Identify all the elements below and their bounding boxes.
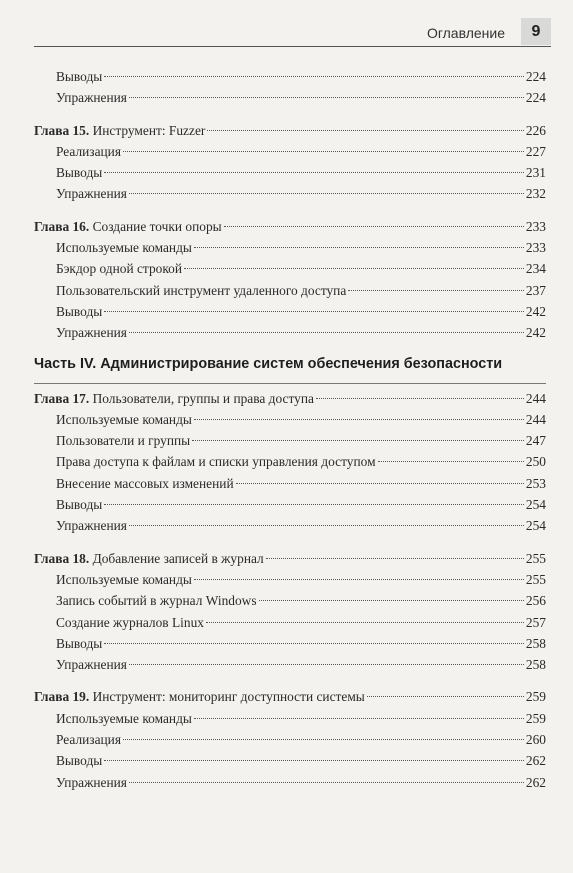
toc-entry-text: Создание точки опоры: [89, 218, 222, 234]
toc-entry-label: [56, 322, 127, 343]
toc-page-number: 254: [525, 497, 546, 513]
dot-leader: [367, 696, 524, 697]
toc-page-number: 242: [525, 325, 546, 341]
toc-page-number: 226: [525, 122, 546, 138]
toc-entry-text: Выводы: [56, 635, 103, 651]
toc-page-number: 259: [525, 689, 546, 705]
part-divider: [34, 383, 546, 384]
toc-entry-text: Инструмент: Fuzzer: [89, 122, 206, 138]
toc-entry-label: [56, 494, 102, 515]
toc-entry-text: Выводы: [56, 497, 103, 513]
toc-entry-label: [56, 66, 102, 87]
toc-entry-label: [56, 612, 204, 633]
dot-leader: [104, 172, 524, 173]
dot-leader: [192, 440, 524, 441]
dot-leader: [184, 268, 524, 269]
toc-section-entry[interactable]: [34, 772, 546, 793]
toc-entry-text: Пользователи, группы и права доступа: [89, 390, 314, 406]
toc-entry-label: [34, 120, 205, 141]
toc-entry-text: Упражнения: [56, 186, 127, 202]
dot-leader: [129, 193, 524, 194]
toc-page-number: 258: [525, 657, 546, 673]
toc-entry-text: Упражнения: [56, 657, 127, 673]
toc-entry-label: [56, 409, 192, 430]
toc-section-entry[interactable]: [34, 590, 546, 611]
dot-leader: [207, 130, 524, 131]
dot-leader: [266, 558, 524, 559]
toc-chapter-entry[interactable]: [34, 120, 546, 141]
dot-leader: [129, 97, 524, 98]
toc-entry-text: Выводы: [56, 165, 103, 181]
toc-entry-text: Выводы: [56, 753, 103, 769]
dot-leader: [378, 461, 524, 462]
toc-entry-label: [56, 569, 192, 590]
dot-leader: [348, 290, 524, 291]
dot-leader: [129, 332, 524, 333]
toc-page-number: 233: [525, 218, 546, 234]
toc-page-number: 250: [525, 454, 546, 470]
toc-section-entry[interactable]: [34, 258, 546, 279]
chapter-number: Глава 17.: [34, 390, 90, 406]
toc-section-entry[interactable]: [34, 66, 546, 87]
toc-entry-text: Реализация: [56, 732, 122, 748]
toc-group-chapter-17: [34, 388, 546, 537]
toc-page-number: 257: [525, 614, 546, 630]
toc-entry-label: [56, 280, 346, 301]
toc-page-number: 254: [525, 518, 546, 534]
dot-leader: [194, 579, 524, 580]
toc-page-number: 244: [525, 411, 546, 427]
toc-page-number: 224: [525, 69, 546, 84]
dot-leader: [206, 622, 524, 623]
toc-group-chapter-15: [34, 120, 546, 205]
running-header-title: Оглавление: [426, 25, 505, 41]
toc-page-number: 232: [525, 186, 546, 202]
toc-entry-text: Используемые команды: [56, 571, 192, 587]
toc-section-entry[interactable]: [34, 183, 546, 204]
toc-entry-label: [56, 473, 234, 494]
toc-page-number: 253: [525, 475, 546, 491]
toc-entry-text: Бэкдор одной строкой: [56, 261, 183, 277]
toc-section-entry[interactable]: [34, 494, 546, 515]
toc-section-entry[interactable]: [34, 430, 546, 451]
toc-chapter-entry[interactable]: [34, 686, 546, 707]
toc-chapter-entry[interactable]: [34, 548, 546, 569]
toc-entry-text: Права доступа к файлам и списки управления доступом: [56, 454, 376, 470]
toc-entry-text: Используемые команды: [56, 710, 192, 726]
toc-entry-label: [56, 258, 182, 279]
toc-section-entry[interactable]: [34, 87, 546, 108]
toc-group-chapter-19: [34, 686, 546, 792]
toc-section-entry[interactable]: [34, 569, 546, 590]
toc-group-chapter-16: [34, 216, 546, 344]
toc-section-entry[interactable]: [34, 451, 546, 472]
toc-chapter-entry[interactable]: [34, 216, 546, 237]
toc-group-chapter-18: [34, 548, 546, 676]
dot-leader: [194, 419, 524, 420]
dot-leader: [104, 760, 524, 761]
toc-page-number: 247: [525, 433, 546, 449]
toc-entry-text: Выводы: [56, 69, 103, 84]
toc-section-entry[interactable]: [34, 301, 546, 322]
toc-page-number: 224: [525, 90, 546, 106]
toc-section-entry[interactable]: [34, 515, 546, 536]
toc-entry-label: [34, 388, 314, 409]
toc-page-number: 259: [525, 710, 546, 726]
toc-entry-label: [56, 750, 102, 771]
toc-entry-text: Внесение массовых изменений: [56, 475, 234, 491]
toc-entry-text: Запись событий в журнал Windows: [56, 593, 257, 609]
toc-page-number: 231: [525, 165, 546, 181]
dot-leader: [129, 525, 524, 526]
chapter-number: Глава 19.: [34, 689, 90, 705]
dot-leader: [129, 664, 524, 665]
toc-section-entry[interactable]: [34, 729, 546, 750]
toc-page-number: 237: [525, 282, 546, 298]
toc-chapter-entry[interactable]: [34, 388, 546, 409]
dot-leader: [104, 76, 524, 77]
toc-entry-label: [56, 772, 127, 793]
toc-section-entry[interactable]: [34, 633, 546, 654]
toc-entry-label: [56, 430, 190, 451]
toc-section-entry[interactable]: [34, 473, 546, 494]
toc-page-number: 234: [525, 261, 546, 277]
dot-leader: [129, 782, 524, 783]
page-header: [34, 22, 551, 47]
chapter-number: Глава 16.: [34, 218, 90, 234]
toc-entry-label: [56, 301, 102, 322]
toc-section-entry[interactable]: [34, 612, 546, 633]
table-of-contents: [34, 66, 546, 793]
toc-entry-label: [56, 729, 121, 750]
toc-page-number: 262: [525, 774, 546, 790]
toc-section-entry[interactable]: [34, 162, 546, 183]
toc-entry-label: [56, 654, 127, 675]
page-number: 9: [521, 18, 551, 45]
toc-page-number: 256: [525, 593, 546, 609]
toc-entry-label: [56, 141, 121, 162]
chapter-number: Глава 15.: [34, 122, 90, 138]
toc-section-entry[interactable]: [34, 708, 546, 729]
dot-leader: [123, 151, 524, 152]
toc-section-entry[interactable]: [34, 280, 546, 301]
toc-entry-text: Используемые команды: [56, 411, 192, 427]
toc-entry-text: Упражнения: [56, 325, 127, 341]
toc-entry-text: Пользователи и группы: [56, 433, 191, 449]
toc-entry-label: [34, 548, 264, 569]
dot-leader: [316, 398, 524, 399]
dot-leader: [259, 600, 524, 601]
dot-leader: [104, 504, 524, 505]
toc-entry-label: [56, 515, 127, 536]
toc-section-entry[interactable]: [34, 322, 546, 343]
toc-group-top: [34, 66, 546, 109]
dot-leader: [224, 226, 524, 227]
toc-entry-label: [56, 162, 102, 183]
toc-entry-label: [56, 633, 102, 654]
toc-entry-text: Создание журналов Linux: [56, 614, 204, 630]
toc-entry-label: [34, 216, 222, 237]
toc-entry-text: Пользовательский инструмент удаленного доступа: [56, 282, 347, 298]
dot-leader: [104, 311, 524, 312]
toc-entry-text: Упражнения: [56, 518, 127, 534]
toc-entry-text: Используемые команды: [56, 240, 192, 256]
toc-page-number: 233: [525, 240, 546, 256]
toc-entry-label: [34, 686, 365, 707]
part-heading: Часть IV. Администрирование систем обеспечения безопасности: [34, 355, 503, 372]
toc-entry-label: [56, 183, 127, 204]
toc-entry-label: [56, 708, 192, 729]
toc-entry-label: [56, 237, 192, 258]
toc-entry-text: Реализация: [56, 143, 122, 159]
toc-page-number: 258: [525, 635, 546, 651]
toc-page-number: 244: [525, 390, 546, 406]
toc-section-entry[interactable]: [34, 141, 546, 162]
toc-section-entry[interactable]: [34, 750, 546, 771]
dot-leader: [194, 718, 524, 719]
toc-entry-text: Упражнения: [56, 774, 127, 790]
dot-leader: [104, 643, 524, 644]
toc-page-number: 227: [525, 143, 546, 159]
toc-entry-label: [56, 87, 127, 108]
toc-page-number: 242: [525, 303, 546, 319]
toc-entry-text: Упражнения: [56, 90, 127, 106]
dot-leader: [123, 739, 524, 740]
toc-entry-label: [56, 451, 376, 472]
dot-leader: [236, 483, 524, 484]
toc-page-number: 255: [525, 571, 546, 587]
toc-section-entry[interactable]: [34, 409, 546, 430]
dot-leader: [194, 247, 524, 248]
toc-page-number: 260: [525, 732, 546, 748]
toc-entry-label: [56, 590, 257, 611]
toc-section-entry[interactable]: [34, 237, 546, 258]
toc-entry-text: Выводы: [56, 303, 103, 319]
toc-page-number: 255: [525, 550, 546, 566]
toc-entry-text: Инструмент: мониторинг доступности системы: [89, 689, 365, 705]
toc-section-entry[interactable]: [34, 654, 546, 675]
toc-page-number: 262: [525, 753, 546, 769]
toc-entry-text: Добавление записей в журнал: [89, 550, 264, 566]
chapter-number: Глава 18.: [34, 550, 90, 566]
